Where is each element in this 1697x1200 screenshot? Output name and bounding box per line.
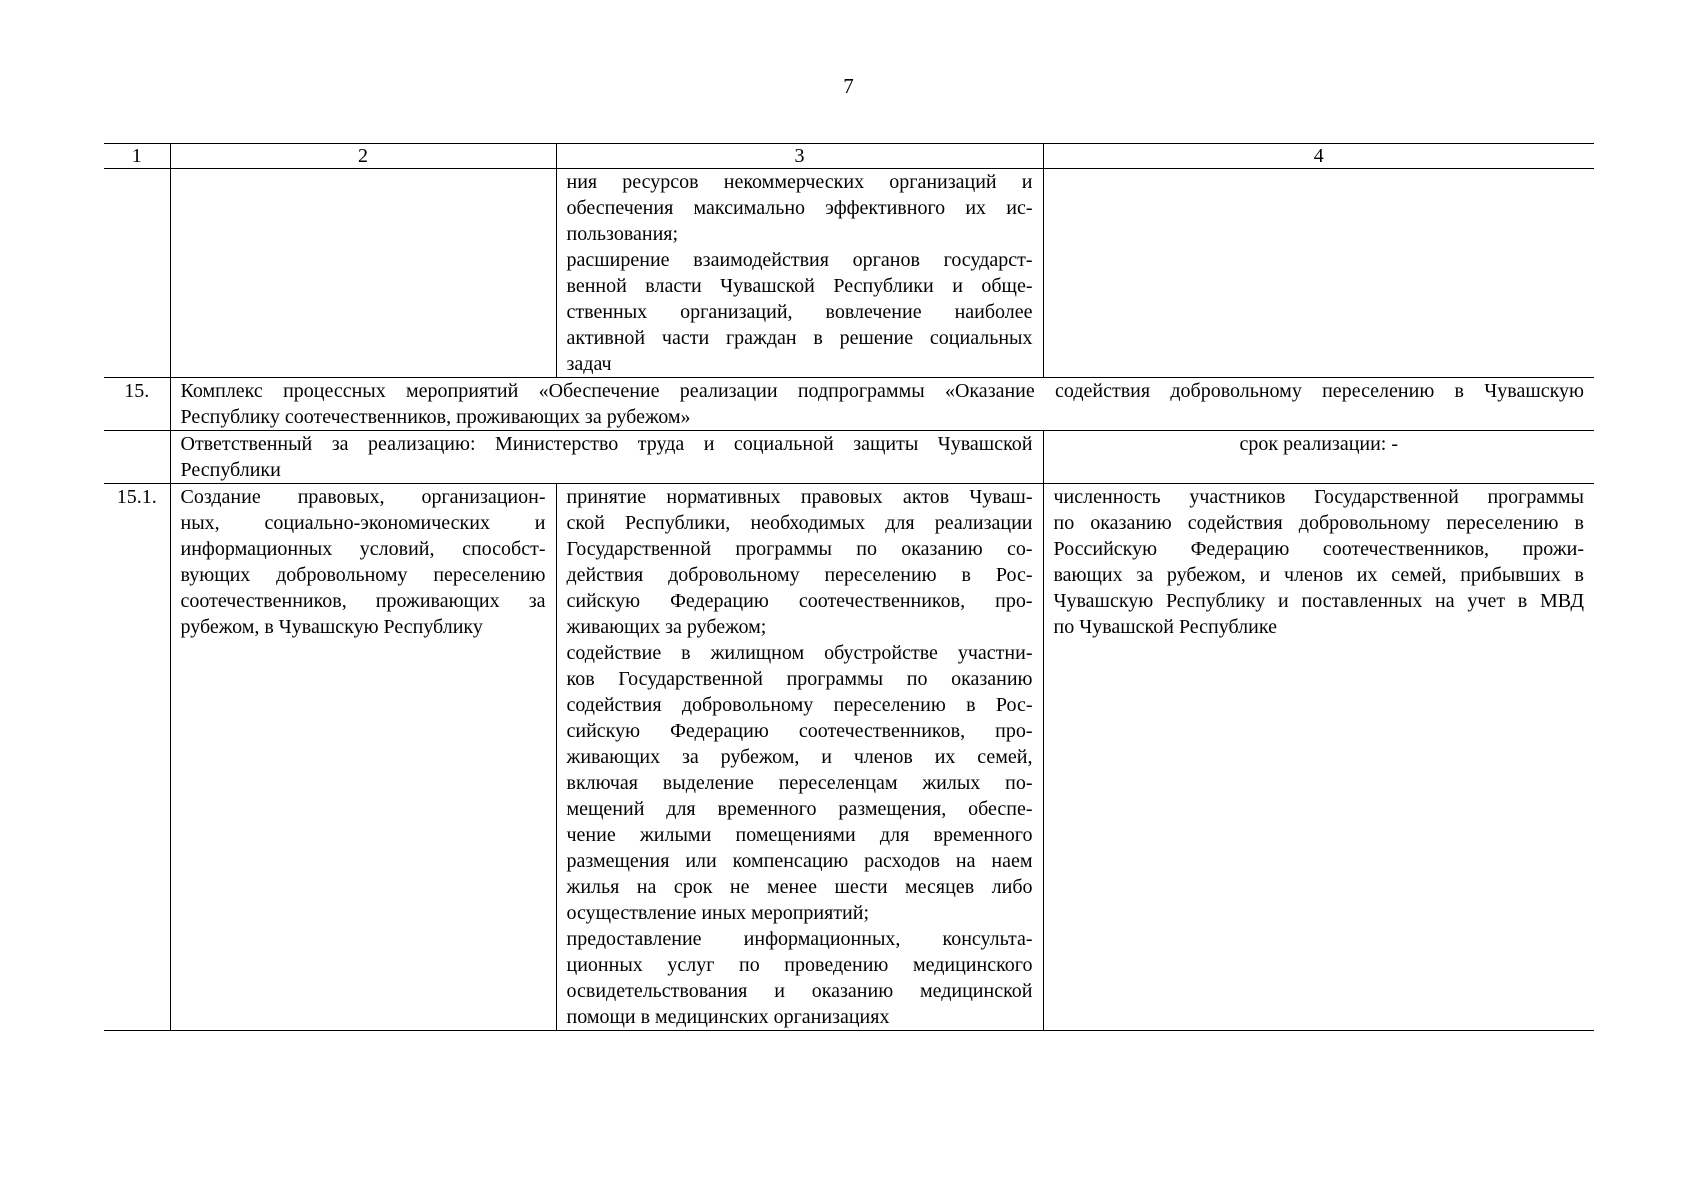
- text-line: содействие в жилищном обустройстве участни-: [566, 642, 1033, 664]
- text-line: Государственной программы по оказанию со-: [566, 538, 1033, 560]
- text-line: сийскую Федерацию соотечественников, про-: [566, 590, 1033, 612]
- column-header-4: 4: [1043, 144, 1594, 169]
- column-header-1: 1: [104, 144, 170, 169]
- row-15-1: [104, 484, 1594, 1031]
- text-line: Республики: [180, 459, 281, 481]
- text-line: численность участников Государственной программы: [1053, 486, 1584, 508]
- continuation-col4-cell: [1043, 169, 1594, 378]
- text-line: по Чувашской Республике: [1053, 616, 1277, 638]
- measures-table: [104, 143, 1594, 1031]
- text-line: ционных услуг по проведению медицинского: [566, 954, 1033, 976]
- text-line: освидетельствования и оказанию медицинской: [566, 980, 1033, 1002]
- continuation-row: [104, 169, 1594, 378]
- column-number-header-row: [104, 144, 1594, 169]
- section-15-title-row: [104, 378, 1594, 431]
- text-line: сийскую Федерацию соотечественников, про-: [566, 720, 1033, 742]
- text-line: по оказанию содействия добровольному переселению в: [1053, 512, 1584, 534]
- text-line: активной части граждан в решение социальных: [566, 327, 1033, 349]
- text-line: Чувашскую Республику и поставленных на учет в МВД: [1053, 590, 1584, 612]
- column-header-2: 2: [170, 144, 556, 169]
- text-line: живающих за рубежом, и членов их семей,: [566, 746, 1033, 768]
- text-line: жилья на срок не менее шести месяцев либо: [566, 876, 1033, 898]
- text-line: пользования;: [566, 223, 679, 245]
- section-15-number: 15.: [104, 378, 170, 431]
- continuation-col2-cell: [170, 169, 556, 378]
- continuation-col3-cell: [556, 169, 1043, 378]
- row-15-1-indicator: [1043, 484, 1594, 1031]
- text-line: Ответственный за реализацию: Министерство труда и социальной защиты Чувашской: [180, 433, 1033, 455]
- text-line: Создание правовых, организацион-: [180, 486, 546, 508]
- text-line: ственных организаций, вовлечение наиболее: [566, 301, 1033, 323]
- text-line: задач: [566, 353, 612, 375]
- section-15-responsible: [170, 431, 1043, 484]
- text-line: информационных условий, способст-: [180, 538, 546, 560]
- text-line: расширение взаимодействия органов государст-: [566, 249, 1033, 271]
- text-line: соотечественников, проживающих за: [180, 590, 546, 612]
- text-line: ния ресурсов некоммерческих организаций и: [566, 171, 1033, 193]
- continuation-number-cell: [104, 169, 170, 378]
- text-line: мещений для временного размещения, обеспе-: [566, 798, 1033, 820]
- text-line: вающих за рубежом, и членов их семей, прибывших в: [1053, 564, 1584, 586]
- text-line: венной власти Чувашской Республики и обще-: [566, 275, 1033, 297]
- page-number: 7: [843, 74, 854, 98]
- text-line: осуществление иных мероприятий;: [566, 902, 870, 924]
- text-line: Комплекс процессных мероприятий «Обеспечение реализации подпрограммы «Оказание содействия добровольному переселению в Чувашскую: [180, 380, 1584, 402]
- text-line: ской Республики, необходимых для реализации: [566, 512, 1033, 534]
- text-line: ков Государственной программы по оказанию: [566, 668, 1033, 690]
- section-15-title: [170, 378, 1594, 431]
- section-15-responsible-row: [104, 431, 1594, 484]
- text-line: Российскую Федерацию соотечественников, прожи-: [1053, 538, 1584, 560]
- text-line: ных, социально-экономических и: [180, 512, 546, 534]
- row-15-1-measure: [170, 484, 556, 1031]
- text-line: вующих добровольному переселению: [180, 564, 546, 586]
- row-15-1-description: [556, 484, 1043, 1031]
- text-line: содействия добровольному переселению в Рос-: [566, 694, 1033, 716]
- text-line: чение жилыми помещениями для временного: [566, 824, 1033, 846]
- text-line: включая выделение переселенцам жилых по-: [566, 772, 1033, 794]
- text-line: Республику соотечественников, проживающих за рубежом»: [180, 406, 691, 428]
- text-line: живающих за рубежом;: [566, 616, 767, 638]
- text-line: действия добровольному переселению в Рос-: [566, 564, 1033, 586]
- text-line: предоставление информационных, консульта-: [566, 928, 1033, 950]
- row-15-1-number: 15.1.: [104, 484, 170, 1031]
- text-line: обеспечения максимально эффективного их ис-: [566, 197, 1033, 219]
- section-15-term: срок реализации: -: [1043, 431, 1594, 484]
- text-line: рубежом, в Чувашскую Республику: [180, 616, 483, 638]
- text-line: размещения или компенсацию расходов на наем: [566, 850, 1033, 872]
- responsible-number-cell: [104, 431, 170, 484]
- text-line: помощи в медицинских организациях: [566, 1006, 890, 1028]
- text-line: принятие нормативных правовых актов Чуваш-: [566, 486, 1033, 508]
- column-header-3: 3: [556, 144, 1043, 169]
